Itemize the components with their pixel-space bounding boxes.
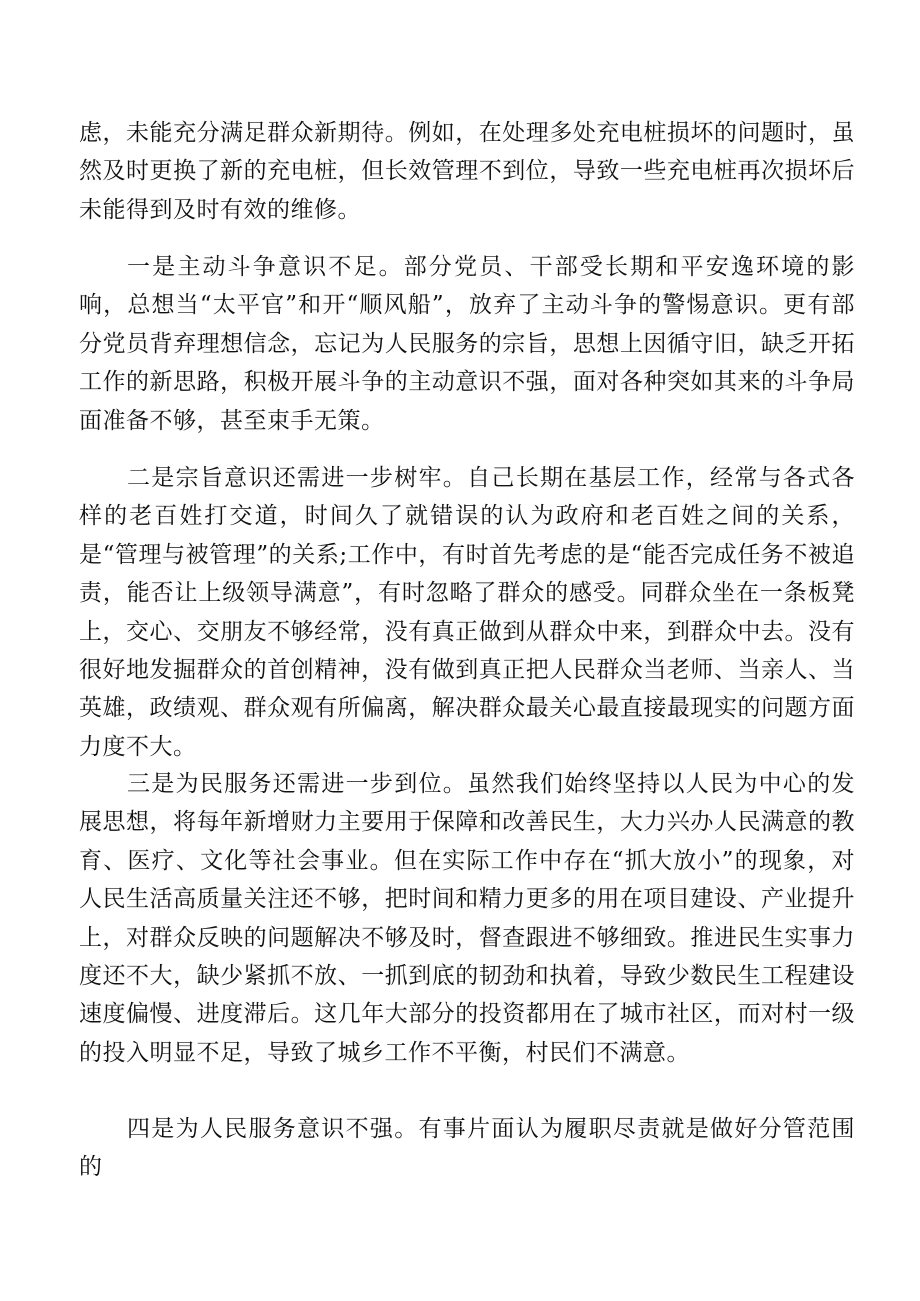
paragraph-point-two: 二是宗旨意识还需进一步树牢。自己长期在基层工作，经常与各式各样的老百姓打交道，时间久了就错误的认为政府和老百姓之间的关系，是“管理与被管理”的关系;工作中，有时首先考虑的是“能否完成任务不被追责，能否让上级领导满意”，有时忽略了群众的感受。同群众坐在一条板凳上，交心、交朋友不够经常，没有真正做到从群众中来，到群众中去。没有很好地发掘群众的首创精神，没有做到真正把人民群众当老师、当亲人、当英雄，政绩观、群众观有所偏离，解决群众最关心最直接最现实的问题方面力度不大。 [79,465,855,760]
paragraph-continuation: 虑，未能充分满足群众新期待。例如，在处理多处充电桩损坏的问题时，虽然及时更换了新的充电桩，但长效管理不到位，导致一些充电桩再次损坏后未能得到及时有效的维修。 [79,120,855,223]
paragraph-point-four: 四是为人民服务意识不强。有事片面认为履职尽责就是做好分管范围的 [79,1116,855,1181]
paragraph-point-one: 一是主动斗争意识不足。部分党员、干部受长期和平安逸环境的影响，总想当“太平官”和开“顺风船”，放弃了主动斗争的警惕意识。更有部分党员背弃理想信念，忘记为人民服务的宗旨，思想上因循守旧，缺乏开拓工作的新思路，积极开展斗争的主动意识不强，面对各种突如其来的斗争局面准备不够，甚至束手无策。 [79,254,855,434]
paragraph-point-three: 三是为民服务还需进一步到位。虽然我们始终坚持以人民为中心的发展思想，将每年新增财力主要用于保障和改善民生，大力兴办人民满意的教育、医疗、文化等社会事业。但在实际工作中存在“抓大放小”的现象，对人民生活高质量关注还不够，把时间和精力更多的用在项目建设、产业提升上，对群众反映的问题解决不够及时，督查跟进不够细致。推进民生实事力度还不大，缺少紧抓不放、一抓到底的韧劲和执着，导致少数民生工程建设速度偏慢、进度滞后。这几年大部分的投资都用在了城市社区，而对村一级的投入明显不足，导致了城乡工作不平衡，村民们不满意。 [79,771,855,1066]
